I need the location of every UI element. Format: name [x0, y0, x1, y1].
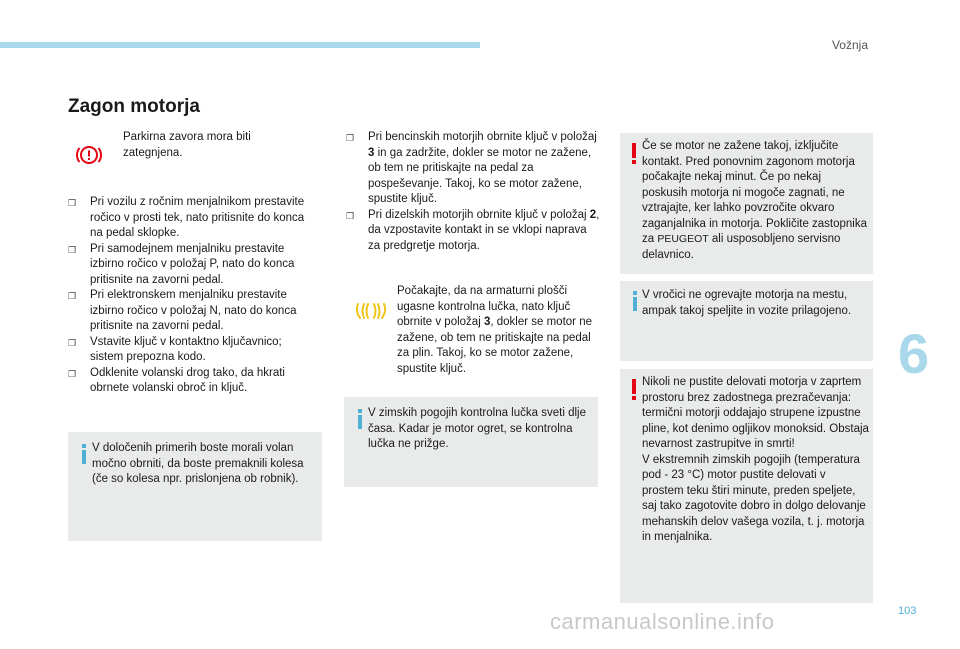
info-box-winter [344, 397, 598, 487]
info-text: V določenih primerih boste morali volan močno obrniti, da boste premaknili kolesa (če so kolesa npr. prislonjena ob robnik). [92, 442, 304, 485]
list-item: ❒ Odklenite volanski drog tako, da hkrati obrnete volanski obroč in ključ. [68, 366, 285, 394]
list-item: ❒ Pri bencinskih motorjih obrnite ključ v položaj 3 in ga zadržite, dokler se motor ne zažene, ob tem ne pritiskajte na pedal za pospeševanje. Takoj, ko se motor zažene, spustite ključ. [346, 131, 597, 205]
list-item: ❒ Pri elektronskem menjalniku prestavite izbirno ročico v položaj N, nato do konca pritisnite na zavorni pedal. [68, 289, 297, 332]
page-number: 103 [898, 605, 917, 617]
watermark: carmanualsonline.info [550, 609, 775, 634]
list-item: ❒ Pri vozilu z ročnim menjalnikom prestavite ročico v prosti tek, nato pritisnite do konca na pedal sklopke. [68, 196, 305, 239]
bullet-square-icon: ❒ [346, 210, 355, 221]
warning-icon [629, 143, 639, 171]
chapter-title: Vožnja [831, 38, 868, 52]
warning-text: Nikoli ne pustite delovati motorja v zaprtem prostoru brez zadostnega prezračevanja: termični motorji oddajajo strupene izpustne pline, kot denimo ogljikov monoksid. Obstaja nevarnost zastrupitve in smrti! V ekstremnih zimskih pogojih (temperatura pod - 23 °C) motor pustite delovati v prostem teku štiri minute, preden speljete, saj tako zagotovite dobro in dolgo delovanje mehanskih delov vašega vozila, t. j. motorja in menjalnika. [642, 376, 869, 543]
list-item: ❒ Vstavite ključ v kontaktno ključavnico; sistem prepozna kodo. [68, 335, 282, 363]
warning-box-exhaust [620, 369, 873, 603]
bullet-square-icon: ❒ [68, 244, 77, 255]
parking-brake-note: Parkirna zavora mora biti zategnjena. [123, 131, 251, 159]
list-item: ❒ Pri samodejnem menjalniku prestavite izbirno ročico v položaj P, nato do konca pritisnite na zavorni pedal. [68, 242, 295, 286]
engine-type-list [346, 130, 600, 254]
bullet-square-icon: ❒ [68, 198, 77, 208]
info-box-steering [68, 432, 322, 541]
list-item: ❒ Pri dizelskih motorjih obrnite ključ v položaj 2, da vzpostavite kontakt in se vklopi naprava za predgretje motorja. [346, 208, 600, 252]
info-icon [78, 444, 90, 470]
chapter-number: 6 [898, 322, 930, 385]
parking-brake-warning-icon [76, 142, 102, 168]
glow-plug-note: Počakajte, da na armaturni plošči ugasne kontrolna lučka, nato ključ obrnite v položaj 3, dokler se motor ne zažene, ob tem ne pritiskajte na pedal za plin. Takoj, ko se motor zažene, spustite ključ. [397, 285, 592, 375]
bullet-square-icon: ❒ [68, 368, 77, 379]
info-text: V vročici ne ogrevajte motorja na mestu, ampak takoj speljite in vozite prilagojeno. [642, 289, 852, 317]
page-title: Zagon motorja [68, 96, 200, 117]
warning-text: Če se motor ne zažene takoj, izključite kontakt. Pred ponovnim zagonom motorja počakajte nekaj minut. Če po nekaj poskusih motorja ni mogoče zagnati, ne vztrajajte, ker lahko povzročite okvaro zaganjalnika in motorja. Pokličite zastopnika za PEUGEOT ali usposobljeno servisno delavnico. [642, 140, 868, 261]
warning-icon [629, 379, 639, 407]
bullet-square-icon: ❒ [346, 133, 355, 143]
header-accent-bar [0, 42, 480, 48]
info-icon [354, 409, 366, 435]
preheat-glow-plug-icon [354, 300, 388, 320]
warning-box-start-fail [620, 133, 873, 274]
start-steps-list [68, 195, 318, 397]
info-box-hot-weather [620, 281, 873, 361]
bullet-square-icon: ❒ [68, 337, 77, 348]
bullet-square-icon: ❒ [68, 291, 77, 301]
info-icon [629, 291, 641, 317]
info-text: V zimskih pogojih kontrolna lučka sveti dlje časa. Kadar je motor ogret, se kontrolna lučka ne prižge. [368, 407, 586, 450]
